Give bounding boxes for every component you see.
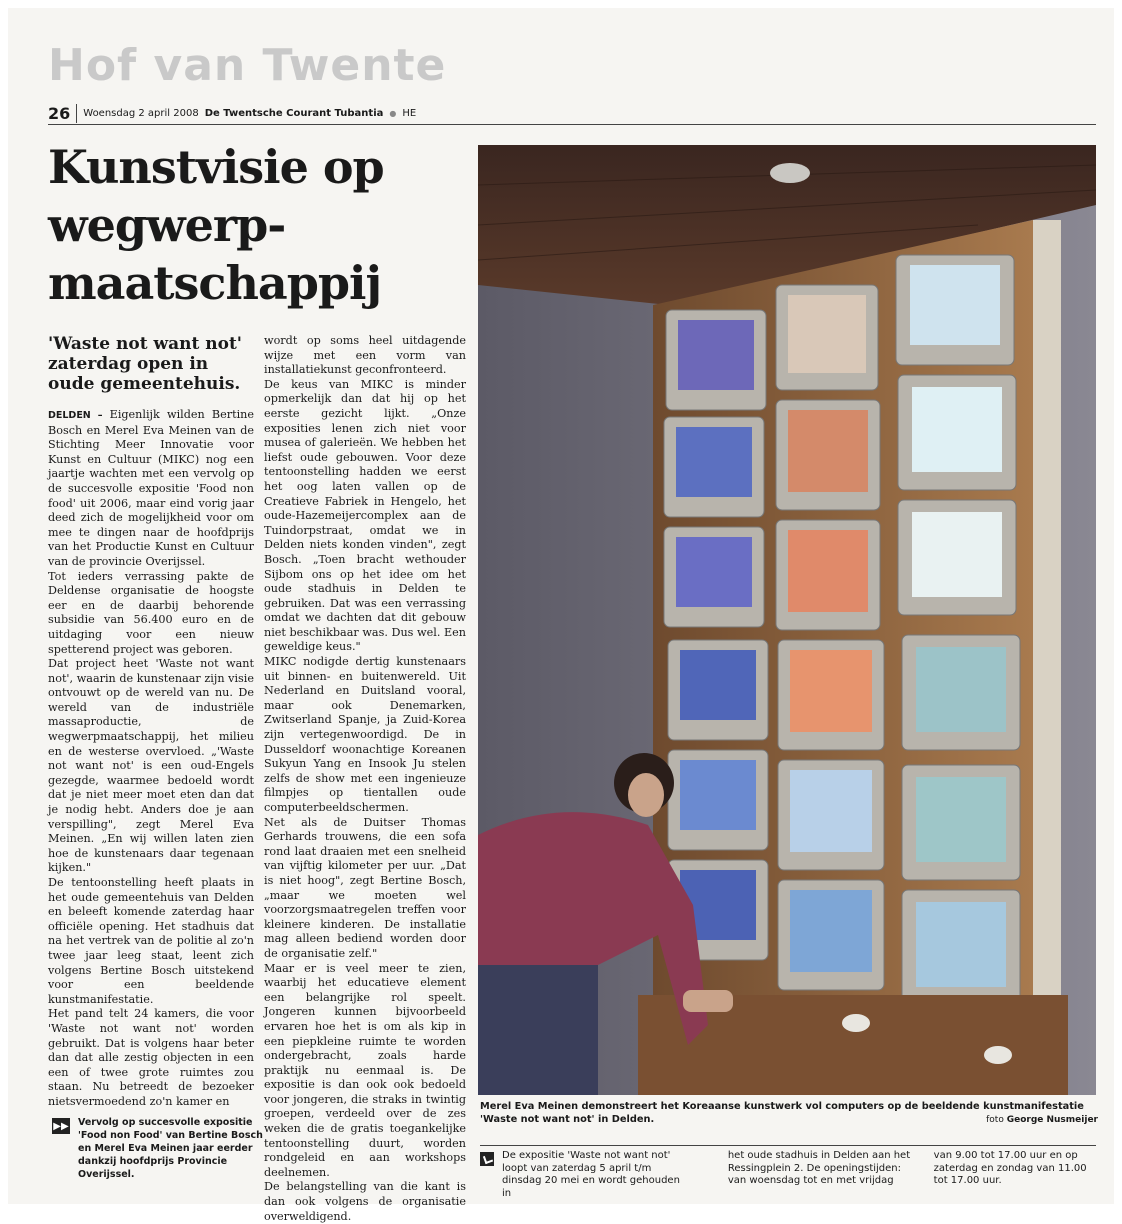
paragraph: Het pand telt 24 kamers, die voor 'Waste not want not' worden gebruikt. Dat is volgens haar beter dan dat alle zestig objecten in een een of twee grote ruimtes zou staan. Nu betreedt de bezoeker nietsvermoedend zo'n kamer en	[48, 1007, 254, 1108]
article-kicker: 'Waste not want not' zaterdag open in oude gemeentehuis.	[48, 334, 242, 394]
paragraph: Maar er is veel meer te zien, waarbij het educatieve element een belangrijke rol speelt. Jongeren kunnen bijvoorbeeld ervaren hoe het is om als kip in een piepkleine ruimte te worden ondergebracht, zoals harde praktijk nu eenmaal is. De expositie is dan ook ook bedoeld voor jongeren, die straks in twintig groepen, verdeeld over de zes weken die de gratis toegankelijke tentoonstelling duurt, worden rondgeleid en aan workshops deelnemen.	[264, 961, 466, 1179]
paragraph: Dat project heet 'Waste not want not', waarin de kunstenaar zijn visie ontvouwt op de wereld van nu. De wereld van de industriële massaproductie, de wegwerpmaatschappij, het milieu en de westerse overvloed. „'Waste not want not' is een oud-Engels gezegde, waarmee bedoeld wordt dat je niet meer moet eten dan dat je nodig hebt. Anders doe je aan verspilling", zegt Merel Eva Meinen. „En wij willen laten zien hoe de kunstenaars daar tegenaan kijken."	[48, 657, 254, 875]
info-column-1: De expositie 'Waste not want not' loopt van zaterdag 5 april t/m dinsdag 20 mei en wordt gehouden in	[502, 1150, 680, 1199]
article-column-1	[48, 334, 254, 1110]
paragraph: De tentoonstelling heeft plaats in het oude gemeentehuis van Delden en beleeft komende zaterdag haar officiële opening. Het stadhuis dat na het vertrek van de politie al zo'n twee jaar leeg staat, leent zich volgens Bertine Bosch uitstekend voor een beeldende kunstmanifestatie.	[48, 876, 254, 1006]
info-column-2: het oude stadhuis in Delden aan het Ressingplein 2. De openingstijden: van woensdag tot en met vrijdag	[727, 1150, 911, 1187]
paragraph: wordt op soms heel uitdagende wijze met een vorm van installatiekunst geconfronteerd.	[264, 334, 466, 377]
photographer-name: George Nusmeijer	[1006, 1115, 1098, 1125]
edition-code: HE	[402, 107, 417, 119]
paragraph: De keus van MIKC is minder opmerkelijk dan dat hij op het eerste gezicht lijkt. „Onze exposities lenen zich niet voor musea of galerieën. We hebben het liefst oude gebouwen. Voor deze tentoonstelling hadden we eerst het oog laten vallen op de Creatieve Fabriek in Hengelo, het oude-Hazemeijercomplex aan de Tuindorpstraat, omdat we in Delden niets konden vinden", zegt Bosch. „Toen bracht wethouder Sijbom ons op het idee om het oude stadhuis in Delden te gebruiken. Dat was een verrassing omdat we dachten dat dit gebouw niet beschikbaar was. Dus wel. Een geweldige keus."	[264, 377, 466, 654]
article-photo	[478, 145, 1096, 1095]
page-number: 26	[48, 104, 77, 123]
paragraph-text: Eigenlijk wilden Bertine Bosch en Merel Eva Meinen van de Stichting Meer Innovatie voor Kunst en Cultuur (MIKC) nog een jaartje wachten met een vervolg op de succesvolle expositie 'Food non food' uit 2006, maar eind vorig jaar deed zich de mogelijkheid voor om mee te dingen naar de hoofdprijs van het Productie Kunst en Cultuur van de provincie Overijssel.	[48, 408, 254, 568]
info-box	[480, 1145, 1096, 1200]
article-headline: Kunstvisie op wegwerp-maatschappij	[48, 140, 384, 310]
continuation-note	[52, 1116, 264, 1181]
paragraph: MIKC nodigde dertig kunstenaars uit binnen- en buitenwereld. Uit Nederland en Duitsland vooral, maar ook Denemarken, Zwitserland Spanje, ja Zuid-Korea zijn vertegenwoordigd. De in Dusseldorf woonachtige Koreanen Sukyun Yang en Insook Ju stelen zelfs de show met een ingenieuze filmpjes op tientallen oude computerbeeldschermen.	[264, 655, 466, 814]
publication-name: De Twentsche Courant Tubantia	[204, 107, 384, 119]
paragraph: Tot ieders verrassing pakte de Deldense organisatie de hoogste eer en de daarbij behorende subsidie van 56.400 euro en de uitdaging voor een nieuw spetterend project was geboren.	[48, 569, 254, 656]
photo-credit	[986, 1115, 1098, 1125]
info-arrow-icon	[480, 1152, 494, 1166]
info-column-3: van 9.00 tot 17.00 uur en op zaterdag en zondag van 11.00 tot 17.00 uur.	[933, 1150, 1087, 1187]
article-column-2	[264, 334, 466, 1224]
issue-date: Woensdag 2 april 2008	[83, 107, 199, 119]
dateline-place: DELDEN –	[48, 410, 103, 421]
paragraph	[48, 408, 254, 570]
photo-caption: Merel Eva Meinen demonstreert het Koreaanse kunstwerk vol computers op de beeldende kunstmanifestatie 'Waste not want not' in Delden.	[480, 1101, 1084, 1125]
continuation-text: Vervolg op succesvolle expositie 'Food non Food' van Bertine Bosch en Merel Eva Meinen jaar eerder dankzij hoofdprijs Provincie Overijssel.	[78, 1117, 263, 1180]
section-title: Hof van Twente	[48, 40, 447, 91]
fast-forward-icon: ▶▶	[52, 1118, 70, 1134]
photo-illustration	[478, 145, 1096, 1095]
dateline-bar	[48, 102, 1096, 125]
separator-dot-icon: ●	[389, 108, 397, 118]
credit-label: foto	[986, 1115, 1004, 1125]
paragraph: De belangstelling van die kant is dan ook volgens de organisatie overweldigend.	[264, 1180, 466, 1223]
paragraph: Net als de Duitser Thomas Gerhards trouwens, die een sofa rond laat draaien met een snelheid van vijftig kilometer per uur. „Dat is niet hoog", zegt Bertine Bosch, „maar we moeten wel voorzorgsmaatregelen treffen voor kleinere kinderen. De installatie mag alleen bediend worden door de organisatie zelf."	[264, 815, 466, 960]
